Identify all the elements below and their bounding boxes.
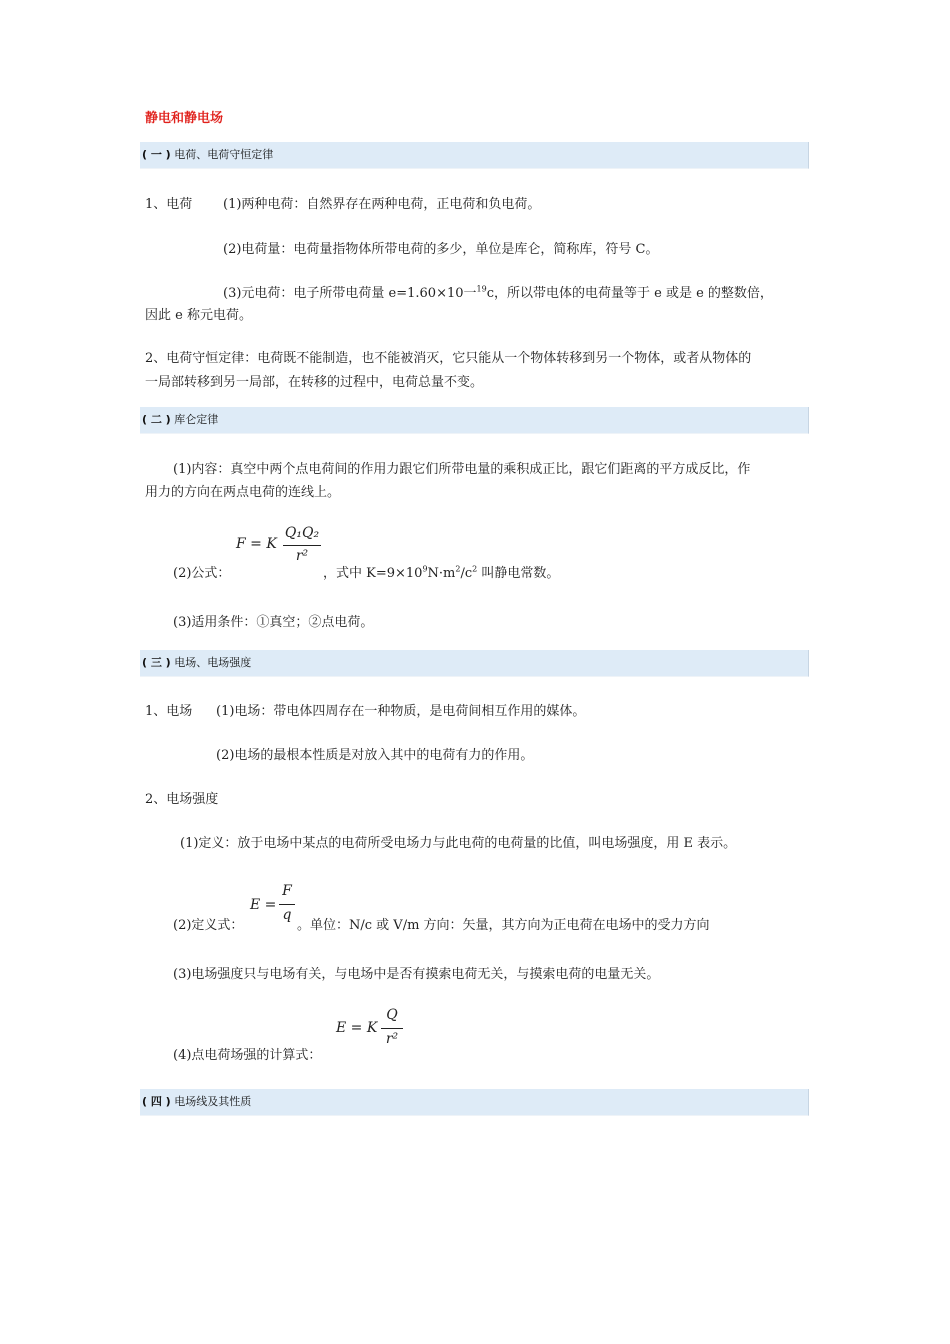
text-part: 叫静电常数。 xyxy=(477,566,560,581)
s3-heading: 1、电场 xyxy=(145,704,193,719)
formula-lhs: F = K xyxy=(236,536,277,552)
section-prefix: ( 二 ) xyxy=(142,413,171,426)
exponent: 2 xyxy=(472,564,478,574)
s1-line: (1)两种电荷：自然界存在两种电荷，正电荷和负电荷。 xyxy=(223,197,541,212)
section-label: 库仑定律 xyxy=(174,413,219,426)
s3-formula-tail: 。单位：N/c 或 V/m 方向：矢量，其方向为正电荷在电场中的受力方向 xyxy=(297,918,710,933)
section-label: 电场、电场强度 xyxy=(174,656,252,669)
fraction-bar xyxy=(381,1028,403,1029)
s3-line: (2)电场的最根本性质是对放入其中的电荷有力的作用。 xyxy=(216,748,534,763)
section-label: 电场线及其性质 xyxy=(174,1095,252,1108)
section-prefix: ( 一 ) xyxy=(142,148,171,161)
text-part: c，所以带电体的电荷量等于 e 或是 e 的整数倍， xyxy=(486,286,773,301)
section-header-1 xyxy=(140,142,809,169)
s2-line: (1)内容：真空中两个点电荷间的作用力跟它们所带电量的乘积成正比，跟它们距离的平方成反比，作 xyxy=(173,462,751,477)
s1-line: 2、电荷守恒定律：电荷既不能制造，也不能被消灭，它只能从一个物体转移到另一个物体，或者从物体的 xyxy=(145,351,752,366)
s2-formula-tail xyxy=(323,562,559,581)
formula-numerator: F xyxy=(282,883,292,899)
page-title: 静电和静电场 xyxy=(145,111,224,126)
s2-line: (3)适用条件：①真空；②点电荷。 xyxy=(173,615,374,630)
s1-line: 一局部转移到另一局部，在转移的过程中，电荷总量不变。 xyxy=(145,375,484,390)
fraction-bar xyxy=(283,545,321,546)
s3-line: (1)电场：带电体四周存在一种物质，是电荷间相互作用的媒体。 xyxy=(216,704,586,719)
s3-heading: 2、电场强度 xyxy=(145,792,219,807)
formula-denominator: q xyxy=(282,907,292,923)
s3-formula-label: (2)定义式： xyxy=(173,918,244,933)
s1-line: 因此 e 称元电荷。 xyxy=(145,308,252,323)
section-label: 电荷、电荷守恒定律 xyxy=(174,148,274,161)
exponent: 19 xyxy=(476,284,487,294)
section-prefix: ( 四 ) xyxy=(142,1095,171,1108)
text-part: /c xyxy=(460,566,473,581)
formula-lhs: E = xyxy=(250,897,277,913)
section-header-4 xyxy=(140,1089,809,1116)
exponent: 2 xyxy=(455,564,461,574)
section-header-2 xyxy=(140,407,809,434)
formula-denominator: r² xyxy=(295,548,309,564)
fraction-bar xyxy=(279,904,295,905)
exponent: 9 xyxy=(422,564,428,574)
section-header-3 xyxy=(140,650,809,677)
s3-line: (1)定义：放于电场中某点的电荷所受电场力与此电荷的电荷量的比值，叫电场强度，用 E 表示。 xyxy=(180,836,737,851)
formula-lhs: E = K xyxy=(336,1020,378,1036)
s1-heading: 1、电荷 xyxy=(145,197,193,212)
text-part: N·m xyxy=(427,566,456,581)
s2-formula-label: (2)公式： xyxy=(173,566,231,581)
s3-line: (3)电场强度只与电场有关，与电场中是否有摸索电荷无关，与摸索电荷的电量无关。 xyxy=(173,967,660,982)
section-prefix: ( 三 ) xyxy=(142,656,171,669)
s3-formula-label: (4)点电荷场强的计算式： xyxy=(173,1048,322,1063)
s1-line xyxy=(223,282,773,301)
formula-numerator: Q₁Q₂ xyxy=(284,525,320,541)
formula-denominator: r² xyxy=(385,1031,399,1047)
s1-line: (2)电荷量：电荷量指物体所带电荷的多少，单位是库仑，简称库，符号 C。 xyxy=(223,242,659,257)
s2-line: 用力的方向在两点电荷的连线上。 xyxy=(145,485,341,500)
text-part: ，式中 K=9×10 xyxy=(323,566,423,581)
text-part: (3)元电荷：电子所带电荷量 e=1.60×10一 xyxy=(223,286,477,301)
formula-numerator: Q xyxy=(386,1007,398,1023)
